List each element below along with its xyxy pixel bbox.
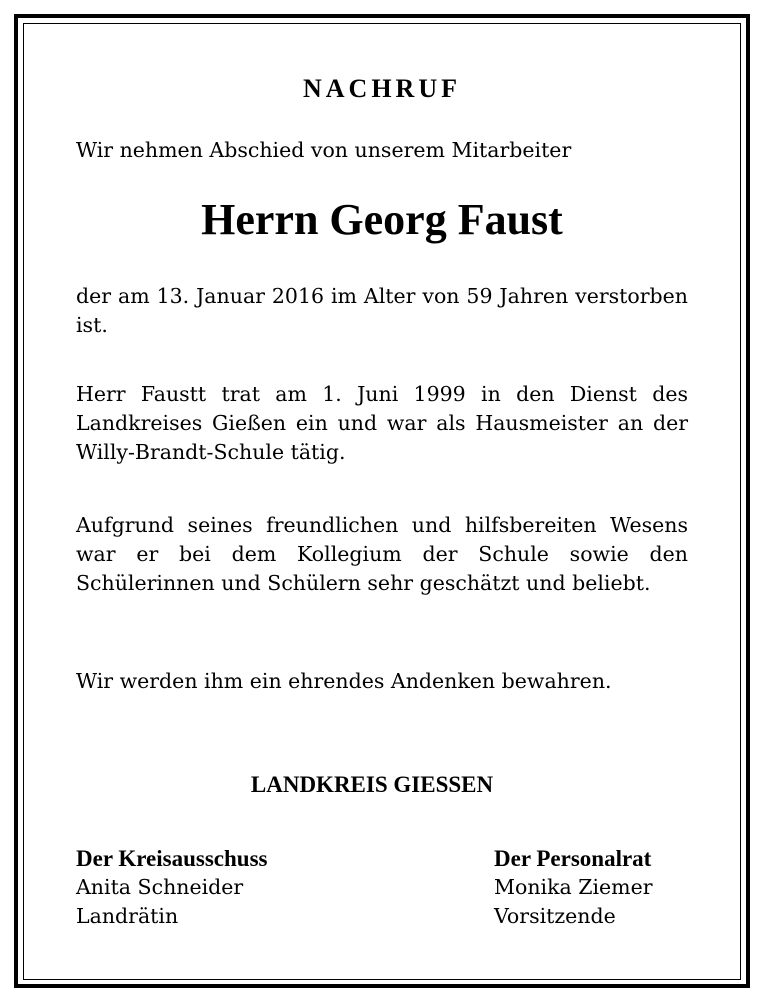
- signature-left-role: Landrätin: [76, 904, 179, 928]
- paragraph-remembrance: Wir werden ihm ein ehrendes Andenken bewahren.: [76, 669, 612, 693]
- deceased-name: Herrn Georg Faust: [201, 195, 563, 244]
- signature-left-name: Anita Schneider: [76, 875, 244, 899]
- intro-text: Wir nehmen Abschied von unserem Mitarbeiter: [76, 138, 572, 162]
- paragraph-character: Aufgrund seines freundlichen und hilfsbereiten Wesens war er bei dem Kollegium der Schule sowie den Schülerinnen und Schülern sehr geschätzt und beliebt.: [76, 513, 688, 595]
- signature-right-role: Vorsitzende: [494, 904, 616, 928]
- organization-name: LANDKREIS GIESSEN: [250, 772, 494, 797]
- inner-border: [23, 23, 741, 980]
- paragraph-employment: Herr Faustt trat am 1. Juni 1999 in den Dienst des Landkreises Gießen ein und war als Hausmeister an der Willy-Brandt-Schule tätig.: [76, 382, 688, 464]
- signature-block-left: [76, 845, 267, 931]
- signature-right-name: Monika Ziemer: [494, 875, 653, 899]
- signature-left-title: Der Kreisausschuss: [76, 846, 268, 871]
- signature-block-right: [494, 845, 653, 931]
- paragraph-death-date: der am 13. Januar 2016 im Alter von 59 Jahren verstorben ist.: [76, 284, 688, 337]
- obituary-heading: NACHRUF: [303, 74, 461, 103]
- signature-right-title: Der Personalrat: [494, 846, 652, 871]
